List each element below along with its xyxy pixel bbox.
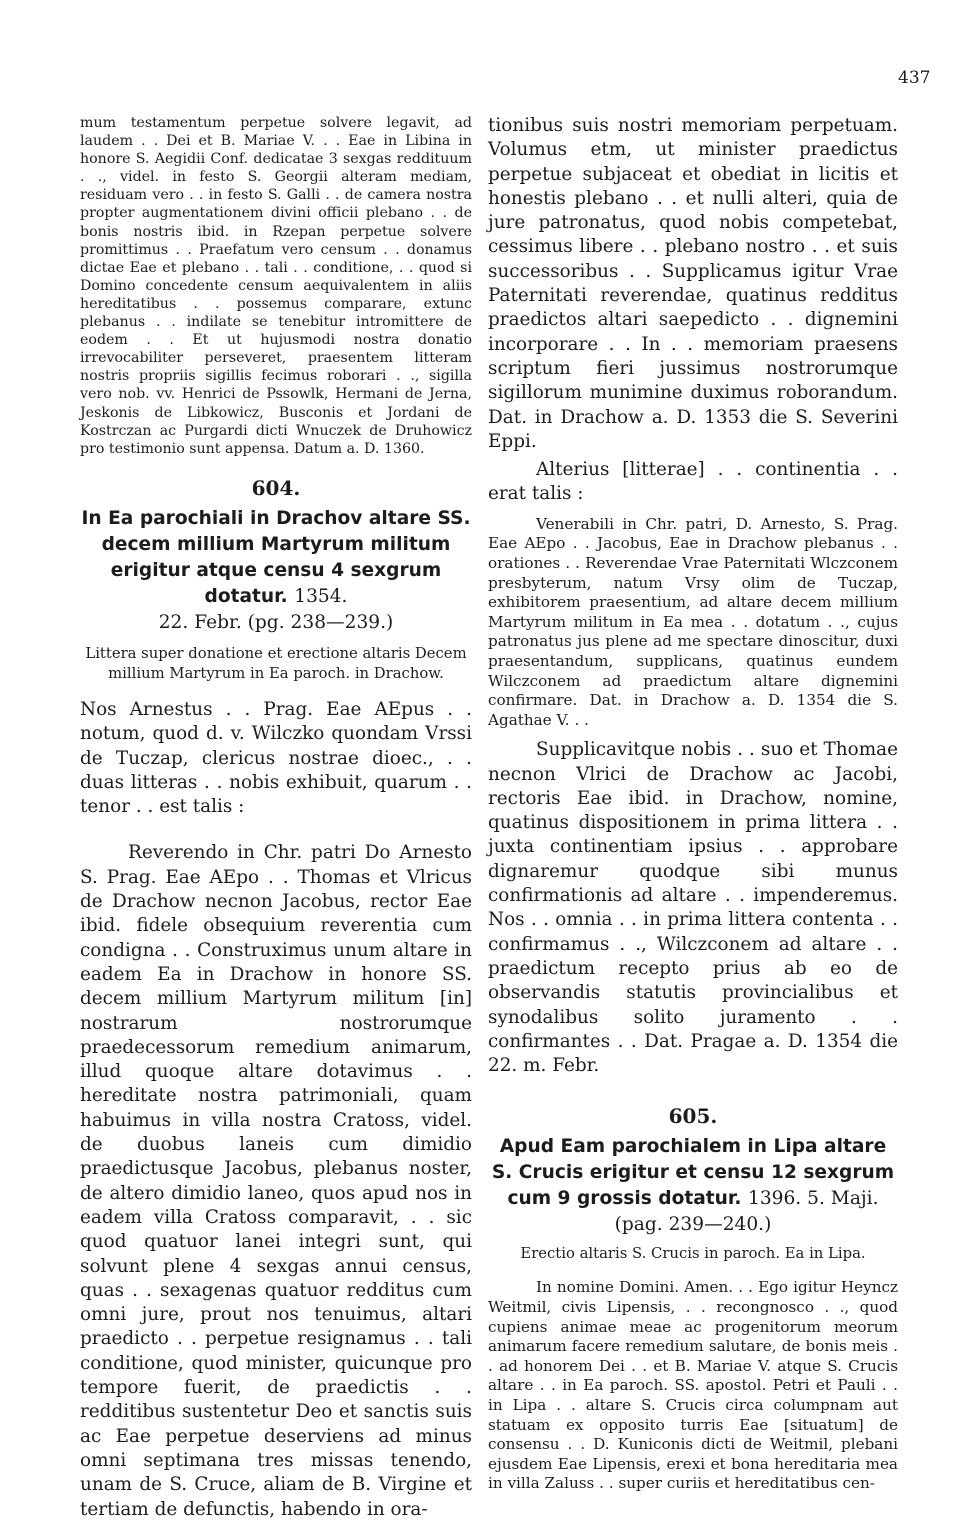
intro-paragraph: Nos Arnestus . . Prag. Eae AEpus . . notum, quod d. v. Wilczko quondam Vrssi de Tuczap, clericus nostrae dioec., . . duas litteras . . nobis exhibuit, quarum . . tenor . . est talis : (80, 699, 472, 818)
document-number-605: 605. (668, 1104, 718, 1129)
continuation-text: mum testamentum perpetue solvere legavit, ad laudem . . Dei et B. Mariae V. . . Eae in Libina in honore S. Aegidii Conf. dedicatae 3 sexgas reddituum . ., videl. in festo S. Georgii alteram mediam, residuam vero . . in festo S. Galli . . de camera nostra propter augmentationem divini officii plebano . . de bonis nostris ibid. in Rzepan perpetue solvere promittimus . . Praefatum vero censum . . donamus dictae Eae et plebano . . tali . . conditione, . . quod si Domino concedente censum aequivalentem in aliis hereditatibus . . possemus comparare, extunc plebanus . . indilate se tenebitur intromittere de eodem . . Et ut hujusmodi nostra donatio irrevocabiliter perseveret, praesentem litteram nostris propriis sigillis fecimus roborari . ., sigilla vero nob. vv. Henrici de Pssowlk, Hermani de Jerna, Jeskonis de Libkowicz, Busconis et Jordani de Kostrczan ac Purgardi dicti Wnuczek de Druhowicz pro testimonio sunt appensa. Datum a. D. 1360. (80, 115, 472, 457)
left-column (80, 114, 472, 1522)
charter-text: In nomine Domini. Amen. . . Ego igitur Heyncz Weitmil, civis Lipensis, . . recongnosco . ., quod cupiens animae meae ac progenitorum meorum animarum facere remedium salutare, de bonis meis . . ad honorem Dei . . et B. Mariae V. atque S. Crucis altare . . in Ea paroch. SS. apostol. Petri et Pauli . . in Lipa . . altare S. Crucis circa columpnam aut statuam ex opposito turris Eae [situatum] de consensu . . D. Kuniconis dicti de Weitmil, plebani ejusdem Eae Lipensis, erexi et bona hereditaria mea in villa Zaluss . . super curiis et hereditatibus cen- (488, 1278, 898, 1493)
heading-text: Apud Eam parochialem in Lipa altare S. Crucis erigitur et censu 12 sexgrum cum 9 grossis dotatur. (491, 1136, 895, 1210)
date-reference-604: 22. Febr. (pg. 238—239.) (158, 612, 394, 633)
alterius-line: Alterius [litterae] . . continentia . . erat talis : (488, 459, 898, 505)
letter-body: Reverendo in Chr. patri Do Arnesto S. Prag. Eae AEpo . . Thomas et Vlricus de Drachow necnon Jacobus, rector Eae ibid. fidele obsequium reverentia cum condigna . . Construximus unum altare in eadem Ea in Drachow in honore SS. decem millium Martyrum militum [in] nostrarum nostrorumque praedecessorum remedium animarum, illud quoque altare dotavimus . . hereditate nostra patrimoniali, quam habuimus in villa nostra Cratoss, videl. de duobus laneis cum dimidio praedictusque Jacobus, plebanus noster, de altero dimidio laneo, quos apud nos in eadem villa Cratoss comparavit, . . sic quod quatuor lanei integri sunt, qui solvunt plene 4 sexgas annui census, quas . . sexagenas quatuor redditus cum omni jure, prout nos tenuimus, altari praedicto . . perpetue resignamus . . tali conditione, quod minister, quicunque pro tempore fuerit, de praedictis . . redditibus sustentetur Deo et sanctis suis ac Eae perpetue deserviens ad minus omni septimana tres missas tenendo, unam de S. Cruce, aliam de B. Virgine et tertiam de defunctis, habendo in ora- (80, 842, 472, 1520)
heading-text: In Ea parochiali in Drachov altare SS. decem millium Martyrum militum erigitur atque censu 4 sexgrum dotatur. (81, 508, 471, 607)
conclusion-paragraph: Supplicavitque nobis . . suo et Thomae necnon Vlrici de Drachow ac Jacobi, rectoris Eae ibid. in Drachow, nomine, quatinus dispositionem in prima littera . . juxta continentiam ipsius . . approbare dignaremur quodque sibi munus confirmationis ad altare . . impenderemus. Nos . . omnia . . in prima littera contenta . . confirmamus . ., Wilczconem ad altare . . praedictum recepto prius ab eo de observandis statutis provincialibus et synodalibus solito juramento . . confirmantes . . Dat. Pragae a. D. 1354 die 22. m. Febr. (488, 739, 898, 1077)
letter-continuation: tionibus suis nostri memoriam perpetuam. Volumus etm, ut minister praedictus perpetue subjaceat et obediat in licitis et honestis plebano . . et nulli alteri, quia de jure patronatus, quod nobis competebat, cessimus libere . . plebano nostro . . et suis successoribus . . Supplicamus igitur Vrae Paternitati reverendae, quatinus redditus praedictos altari saepedicto . . dignemini incorporare . . In . . memoriam praesens scriptum fieri jussimus nostrorumque sigillorum munimine duximus roborandum. Dat. in Drachow a. D. 1353 die S. Severini Eppi. (488, 115, 898, 452)
regest-604: Littera super donatione et erectione altaris Decem millium Martyrum in Ea paroch. in Drachow. (85, 645, 467, 682)
document-heading-604 (80, 506, 472, 610)
document-number-604: 604. (251, 476, 301, 500)
document-heading-605 (488, 1134, 898, 1238)
regest-605: Erectio altaris S. Crucis in paroch. Ea in Lipa. (520, 1245, 866, 1263)
second-letter: Venerabili in Chr. patri, D. Arnesto, S. Prag. Eae AEpo . . Jacobus, Eae in Drachow plebanus . . orationes . . Reverendae Vrae Paternitati Wlczconem presbyterum, natum Vrsy olim de Tuczap, exhibitorem praesentium, ad altare decem millium Martyrum militum in Ea mea . . dotatum . ., cujus patronatus jus plene ad me spectare dinoscitur, duxi praesentandum, supplicans, quatinus eundem Wilczconem ad praedictum altare dignemini confirmare. Dat. in Drachow a. D. 1354 die S. Agathae V. . . (488, 514, 898, 729)
heading-year: 1354. (294, 586, 348, 607)
heading-date: 1396. 5. Maji. (pag. 239—240.) (614, 1188, 879, 1236)
page-number: 437 (898, 68, 931, 88)
right-column (488, 114, 898, 1494)
